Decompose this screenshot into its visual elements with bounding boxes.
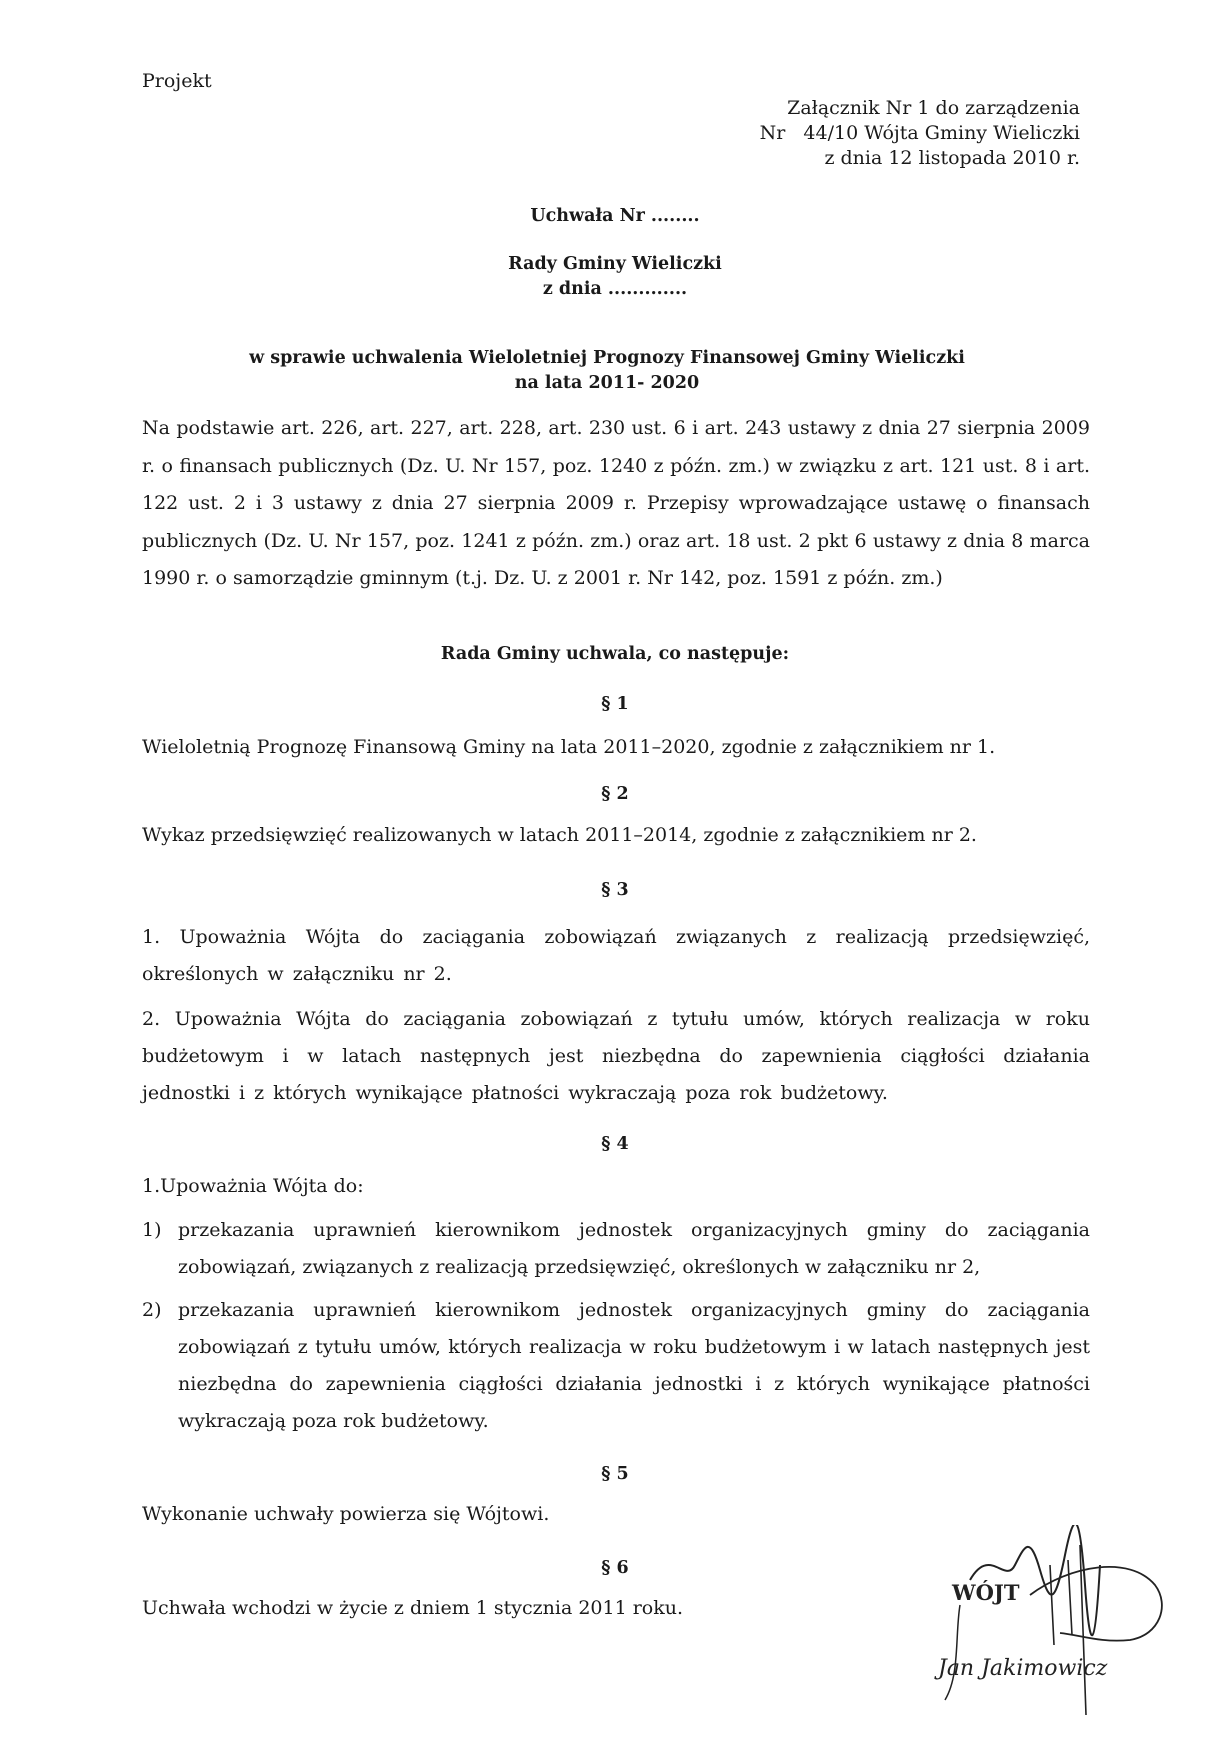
annex-line-3: z dnia 12 listopada 2010 r. (824, 147, 1080, 169)
legal-basis: Na podstawie art. 226, art. 227, art. 228, art. 230 ust. 6 i art. 243 ustawy z dnia 27 sierpnia 2009 r. o finansach publicznych (Dz. U. Nr 157, poz. 1240 z późn. zm.) w związku z art. 121 ust. 8 i art. 122 ust. 2 i 3 ustawy z dnia 27 sierpnia 2009 r. Przepisy wprowadzające ustawę o finansach publicznych (Dz. U. Nr 157, poz. 1241 z późn. zm.) oraz art. 18 ust. 2 pkt 6 ustawy z dnia 8 marca 1990 r. o samorządzie gminnym (t.j. Dz. U. z 2001 r. Nr 142, poz. 1591 z późn. zm.) (142, 417, 1090, 589)
subject-line-1: w sprawie uchwalenia Wieloletniej Prognozy Finansowej Gminy Wieliczki (249, 348, 965, 368)
section-2-heading: § 2 (601, 784, 629, 804)
item-1-number: 1) (142, 1219, 162, 1241)
section-1-heading: § 1 (601, 694, 629, 714)
signature-stamp-title: WÓJT (952, 1580, 1020, 1605)
signature-block (930, 1525, 1170, 1725)
annex-line-2: Nr 44/10 Wójta Gminy Wieliczki (759, 122, 1080, 144)
annex-line-1: Załącznik Nr 1 do zarządzenia (787, 97, 1080, 119)
annex-reference (760, 96, 1080, 171)
section-3-paragraph-1: 1. Upoważnia Wójta do zaciągania zobowiązań związanych z realizacją przedsięwzięć, określonych w załączniku nr 2. (142, 926, 1090, 985)
item-2-text: przekazania uprawnień kierownikom jednostek organizacyjnych gminy do zaciągania zobowiązań z tytułu umów, których realizacja w roku budżetowym i w latach następnych jest niezbędna do zapewnienia ciągłości działania jednostki i z których wynikające płatności wykraczają poza rok budżetowy. (178, 1299, 1090, 1432)
section-4-heading: § 4 (601, 1134, 629, 1154)
section-1-text: Wieloletnią Prognozę Finansową Gminy na lata 2011–2020, zgodnie z załącznikiem nr 1. (142, 736, 996, 758)
section-3-heading: § 3 (601, 880, 629, 900)
resolution-date: z dnia ............. (542, 279, 688, 299)
item-2-number: 2) (142, 1299, 162, 1321)
section-5-heading: § 5 (601, 1464, 629, 1484)
council-heading (0, 252, 1230, 302)
item-1-text: przekazania uprawnień kierownikom jednostek organizacyjnych gminy do zaciągania zobowiązań, związanych z realizacją przedsięwzięć, określonych w załączniku nr 2, (178, 1219, 1090, 1278)
section-5-text: Wykonanie uchwały powierza się Wójtowi. (142, 1503, 550, 1525)
council-name: Rady Gminy Wieliczki (508, 254, 722, 274)
resolution-number: Uchwała Nr ........ (530, 206, 700, 226)
section-2-text: Wykaz przedsięwzięć realizowanych w latach 2011–2014, zgodnie z załącznikiem nr 2. (142, 824, 977, 846)
section-4-intro: 1.Upoważnia Wójta do: (142, 1175, 364, 1197)
section-3-paragraph-2: 2. Upoważnia Wójta do zaciągania zobowiązań z tytułu umów, których realizacja w roku budżetowym i w latach następnych jest niezbędna do zapewnienia ciągłości działania jednostki i z których wynikające płatności wykraczają poza rok budżetowy. (142, 1008, 1090, 1104)
council-resolves: Rada Gminy uchwala, co następuje: (440, 644, 790, 664)
section-6-text: Uchwała wchodzi w życie z dniem 1 stycznia 2011 roku. (142, 1597, 684, 1619)
section-6-heading: § 6 (601, 1558, 629, 1578)
handwritten-signature (930, 1525, 1170, 1725)
signature-name: Jan Jakimowicz (938, 1656, 1108, 1681)
projekt-label: Projekt (142, 70, 212, 92)
subject-line-2: na lata 2011- 2020 (514, 373, 700, 393)
resolution-subject (0, 346, 1222, 396)
